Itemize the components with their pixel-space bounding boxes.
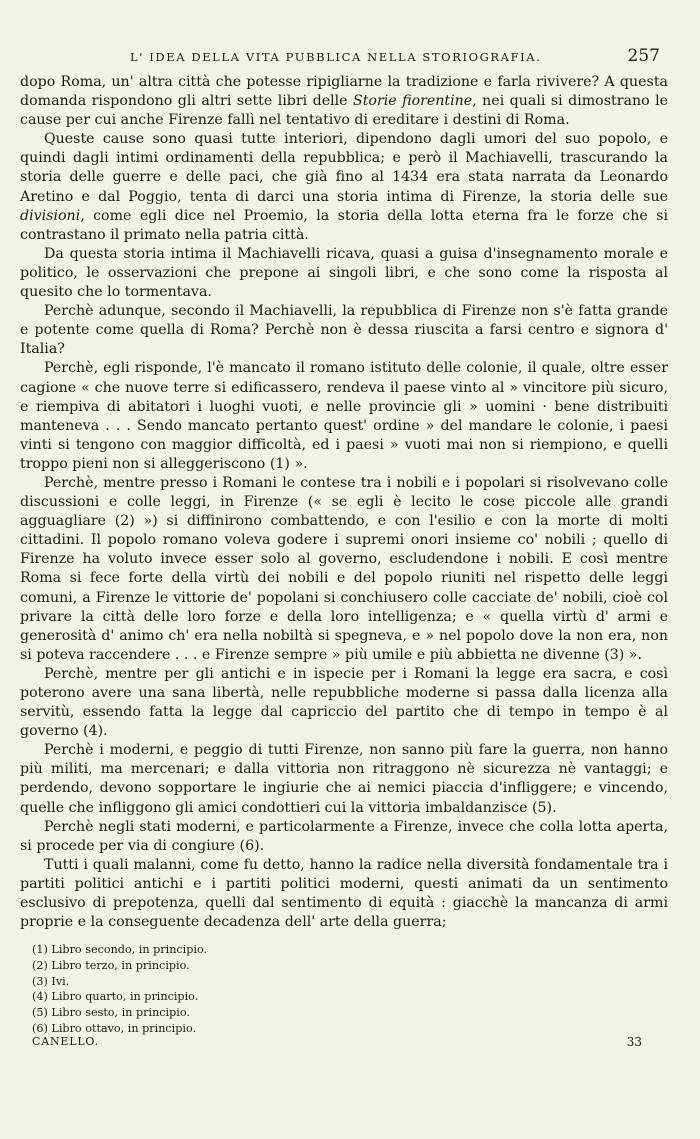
paragraph	[20, 474, 668, 665]
paragraph-text: Da questa storia intima il Machiavelli ricava, quasi a guisa d'insegnamento morale e politico, le osservazioni che prepone ai singoli libri, e che sono come la risposta al quesito che lo tormentava.	[20, 245, 668, 301]
footnote: (2) Libro terzo, in principio.	[32, 958, 190, 972]
paragraph-text: Perchè, mentre presso i Romani le contese tra i nobili e i popolari si risolvevano colle discussioni e colle leggi, in Firenze (« se egli è lecito le cose piccole alle grandi agguagliare (2) ») si diffinirono combattendo, e con l'esilio e con la morte di molti cittadini. Il popolo romano voleva godere i supremi onori insieme co' nobili ; quello di Firenze ha voluto invece esser solo al governo, escludendone i nobili. E così mentre Roma si fece forte della virtù dei nobili e del popolo riuniti nel rispetto delle leggi comuni, a Firenze le vittorie de' popolani si conchiusero colle cacciate de' nobili, cioè col privare la città delle loro forze e della loro intelligenza; e « quella virtù d' armi e generosità d' animo ch' era nella nobiltà si spegneva, e » nel popolo dove la non era, non si poteva raccendere . . . e Firenze sempre » più umile e più abbietta ne divenne (3) ».	[20, 474, 668, 663]
paragraph-text: Perchè, egli risponde, l'è mancato il romano istituto delle colonie, il quale, oltre esser cagione « che nuove terre si edificassero, rendeva il paese vinto al » vincitore più sicuro, e riempiva di abitatori i luoghi vuoti, e nelle provincie gli » uomini · bene distribuiti manteneva . . . Sendo mancato pertanto quest' ordine » del mandare le colonie, i paesi vinti si tengono con maggior difficoltà, ed i paesi » vuoti mai non si riempiono, e quelli troppo pieni non si alleggeriscono (1) ».	[20, 360, 668, 472]
paragraph-text: Perchè, mentre per gli antichi e in ispecie per i Romani la legge era sacra, e così poterono avere una sana libertà, nelle repubbliche moderne si passa dalla licenza alla servitù, essendo fatta la legge dal capriccio del partito che di tempo in tempo è al governo (4).	[20, 665, 668, 740]
footnote: (4) Libro quarto, in principio.	[32, 990, 199, 1004]
footnote: (5) Libro sesto, in principio.	[32, 1006, 190, 1020]
paragraph	[20, 130, 668, 245]
paragraph-text: Tutti i quali malanni, come fu detto, hanno la radice nella diversità fondamentale tra i partiti politici antichi e i partiti politici moderni, questi animati da un sentimento esclusivo di prepotenza, quelli dal sentimento di equità : giacchè la mancanza di armi proprie e la conseguente decadenza dell' arte della guerra;	[20, 856, 668, 931]
paragraph	[20, 302, 668, 359]
footnote: (3) Ivi.	[32, 974, 70, 988]
paragraph	[20, 665, 668, 741]
page-header	[22, 48, 660, 70]
footnote: (6) Libro ottavo, in principio.	[32, 1021, 197, 1035]
paragraph-text: , come egli dice nel Proemio, la storia della lotta eterna fra le forze che si contrastano il primato nella patria città.	[20, 207, 668, 243]
printer-signature: CANELLO.	[32, 1035, 99, 1048]
paragraph-text: Queste cause sono quasi tutte interiori, dipendono dagli umori del suo popolo, e quindi dagli intimi ordinamenti della repubblica; e però il Machiavelli, trascurando la storia delle guerre e delle paci, che già fino al 1434 era stata narrata da Leonardo Aretino e dal Poggio, tenta di darci una storia intima di Firenze, la storia delle sue	[20, 131, 668, 205]
paragraph	[20, 245, 668, 302]
paragraph	[20, 741, 668, 817]
paragraph	[20, 73, 668, 130]
paragraph-text: dopo Roma, un' altra città che potesse ripigliarne la tradizione e farla rivivere? A questa domanda rispondono gli altri sette libri delle	[20, 74, 668, 110]
italic-title: divisioni	[20, 207, 81, 224]
running-title: L' IDEA DELLA VITA PUBBLICA NELLA STORIOGRAFIA.	[130, 50, 542, 64]
paragraph-text: , nei quali si dimostrano le cause per cui anche Firenze fallì nel tentativo di ereditare i destini di Roma.	[20, 93, 668, 129]
paragraph	[20, 856, 668, 932]
page-number: 257	[627, 46, 660, 66]
paragraph-text: Perchè i moderni, e peggio di tutti Firenze, non sanno più fare la guerra, non hanno più militi, ma mercenari; e dalla vittoria non ritraggono nè sicurezza nè vantaggi; e perdendo, devono sopportare le ingiurie che ai nemici piaccia d'infliggere; e vincendo, quelle che infliggono gli amici condottieri cui la vittoria imbaldanzisce (5).	[20, 742, 668, 816]
paragraph-text: Perchè negli stati moderni, e particolarmente a Firenze, invece che colla lotta aperta, si procede per via di congiure (6).	[20, 818, 668, 854]
paragraph-text: Perchè adunque, secondo il Machiavelli, la repubblica di Firenze non s'è fatta grande e potente come quella di Roma? Perchè non è dessa riuscita a farsi centro e signora d' Italia?	[20, 303, 668, 358]
footnote: (1) Libro secondo, in principio.	[32, 943, 208, 956]
paragraph	[20, 359, 668, 474]
footnotes	[32, 942, 207, 1037]
sheet-number: 33	[626, 1035, 642, 1049]
body-text	[20, 73, 668, 932]
italic-title: Storie fiorentine	[353, 93, 473, 110]
paragraph	[20, 818, 668, 856]
